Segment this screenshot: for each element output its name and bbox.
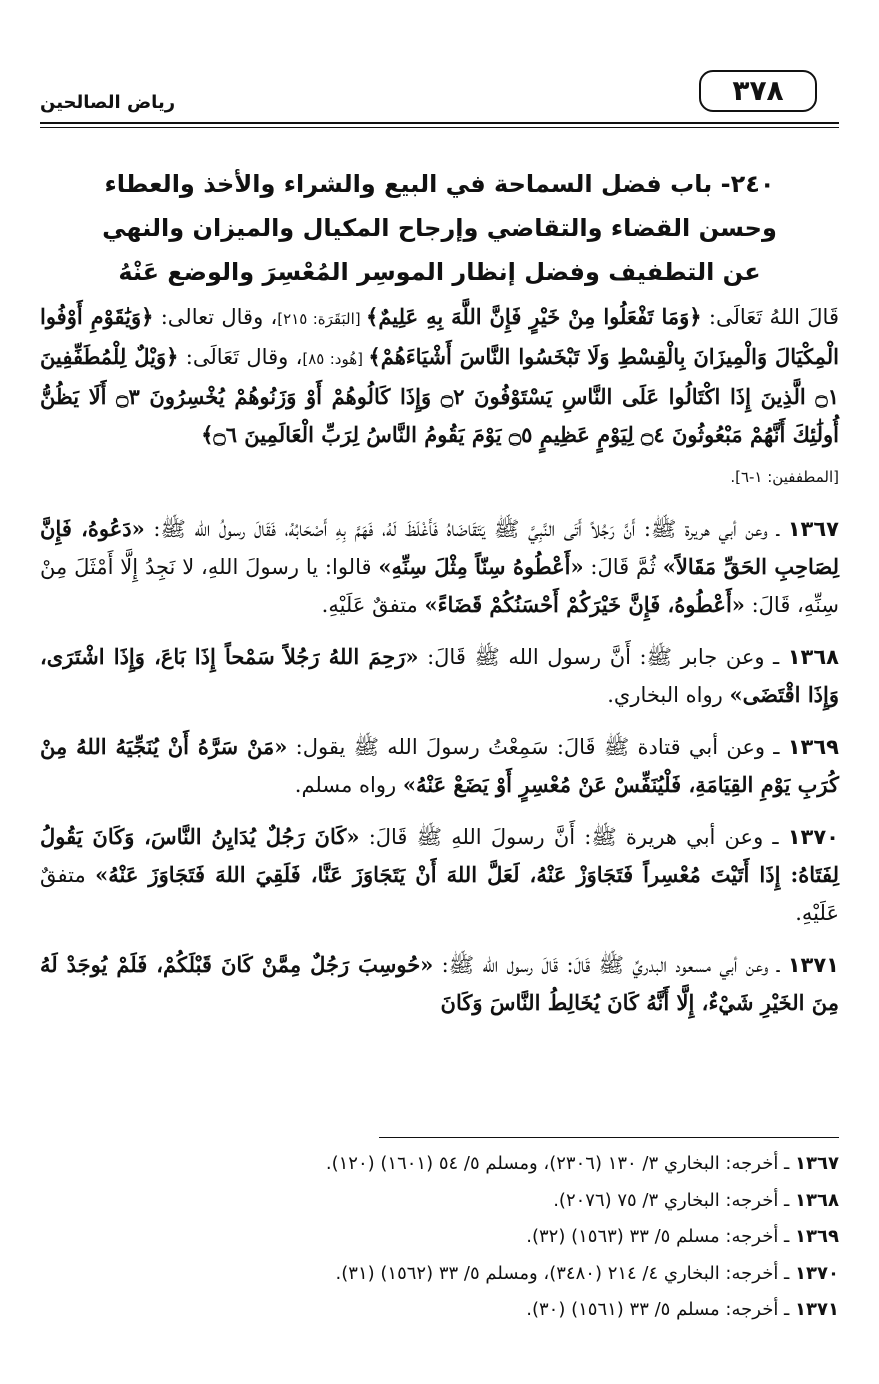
hadith-narration: ثُمَّ قَالَ: (583, 555, 663, 579)
hadith-paragraph (40, 818, 839, 932)
hadith-source: رواه مسلم. (294, 773, 403, 797)
hadith-narration: ـ وعن أبي هريرة ﷺ: أَنَّ رَجُلاً أَتَى النَّبِيَّ ﷺ يَتَقَاضَاهُ فَأَغْلَظَ لَهُ، فَهَمَّ بِهِ أَصْحَابُهُ، فَقَالَ رسولُ الله ﷺ: (144, 517, 788, 541)
footnote-text: ـ أخرجه: البخاري ٣/ ١٣٠ (٢٣٠٦)، ومسلم ٥/ ٥٤ (١٦٠١) (١٢٠). (325, 1153, 796, 1174)
quran-verse: ﴿وَيَٰقَوْمِ أَوْفُوا الْمِكْيَالَ وَالْمِيزَانَ بِالْقِسْطِ وَلَا تَبْخَسُوا النَّاسَ أَشْيَاءَهُمْ﴾ (40, 304, 840, 369)
prophet-speech: «أَعْطُوهُ سِنّاً مِثْلَ سِنِّهِ» (378, 554, 584, 579)
hadith-number: ١٣٧١ (787, 953, 839, 977)
intro-qala: ، وقال تَعَالَى: (178, 345, 303, 369)
header-rule (40, 122, 839, 124)
hadith-number: ١٣٦٨ (787, 645, 840, 669)
page-number: ٣٧٨ (732, 74, 784, 107)
footnote-number: ١٣٧١ (795, 1299, 839, 1320)
chapter-title-line: ٢٤٠- باب فضل السماحة في البيع والشراء والأخذ والعطاء (104, 170, 775, 198)
page-header (40, 58, 839, 128)
prophet-speech: «دَعُوهُ، فَإِنَّ لِصَاحِبِ الحَقِّ مَقَالاً» (40, 516, 840, 579)
prophet-speech: «رَحِمَ اللهُ رَجُلاً سَمْحاً إِذَا بَاعَ، وَإِذَا اشْتَرَى، وَإِذَا اقْتَضَى» (40, 644, 839, 707)
footnote (40, 1256, 839, 1293)
verse-reference: [هُود: ٨٥] (302, 350, 369, 368)
quran-verse: ﴿وَيْلٌ لِلْمُطَفِّفِينَ ۝١ الَّذِينَ إِذَا اكْتَالُوا عَلَى النَّاسِ يَسْتَوْفُونَ ۝٢ وَإِذَا كَالُوهُمْ أَوْ وَزَنُوهُمْ يُخْسِرُونَ ۝٣ أَلَا يَظُنُّ أُولَٰئِكَ أَنَّهُمْ مَبْعُوثُونَ ۝٤ لِيَوْمٍ عَظِيمٍ ۝٥ يَوْمَ يَقُومُ النَّاسُ لِرَبِّ الْعَالَمِينَ ۝٦﴾ (40, 344, 839, 447)
footnote-number: ١٣٧٠ (795, 1262, 839, 1284)
page-number-frame (699, 70, 817, 112)
hadith-number: ١٣٦٧ (787, 517, 839, 541)
footnote (40, 1219, 839, 1256)
running-title: رياض الصالحين (40, 92, 176, 113)
footnotes (40, 1146, 839, 1329)
hadith-paragraph (40, 638, 839, 714)
intro-paragraph (40, 298, 839, 454)
chapter-title-line: وحسن القضاء والتقاضي وإرجاح المكيال والميزان والنهي (102, 214, 777, 242)
header-rule-thin (40, 127, 839, 128)
footnote-number: ١٣٦٨ (795, 1189, 839, 1211)
hadith-number: ١٣٧٠ (787, 825, 840, 849)
chapter-title-line: عن التطفيف وفضل إنظار الموسِر المُعْسِرَ والوضع عَنْهُ (118, 258, 761, 286)
footnote-number: ١٣٦٩ (795, 1226, 839, 1247)
footnote-divider (379, 1137, 839, 1138)
footnote-text: ـ أخرجه: البخاري ٣/ ٧٥ (٢٠٧٦). (553, 1189, 796, 1211)
hadith-narration: ـ وعن أبي مسعود البدريِّ ﷺ قَالَ: قَالَ رسول الله ﷺ: (433, 953, 788, 977)
hadith-number: ١٣٦٩ (787, 735, 840, 759)
footnote (40, 1183, 839, 1220)
chapter-title (50, 162, 829, 294)
intro-qala: ، وقال تعالى: (153, 305, 278, 329)
hadith-source: رواه البخاري. (607, 683, 730, 707)
hadith-source: متفقٌ عَلَيْهِ. (321, 593, 425, 617)
footnote-text: ـ أخرجه: مسلم ٥/ ٣٣ (١٥٦٣) (٣٢). (526, 1226, 796, 1247)
hadith-narration: ـ وعن أبي قتادة ﷺ قَالَ: سَمِعْتُ رسولَ الله ﷺ يقول: (287, 735, 788, 759)
hadith-paragraph (40, 946, 839, 1022)
hadith-narration: ـ وعن جابر ﷺ: أَنَّ رسول الله ﷺ قَالَ: (418, 645, 788, 669)
hadith-source: متفقٌ عَلَيْهِ. (40, 863, 839, 925)
hadith-narration: قالوا: يا رسولَ اللهِ، لا نَجِدُ إِلَّا أَمْثَلَ مِنْ سِنِّهِ، قَالَ: (40, 555, 839, 617)
intro-qala: قَالَ اللهُ تَعَالَى: (701, 305, 839, 329)
hadith-paragraph (40, 510, 839, 624)
body-text (40, 298, 839, 1022)
footnote (40, 1292, 839, 1329)
prophet-speech: «مَنْ سَرَّهُ أَنْ يُنَجِّيَهُ اللهُ مِنْ كُرَبِ يَوْمِ القِيَامَةِ، فَلْيُنَفِّسْ عَنْ مُعْسِرٍ أَوْ يَضَعْ عَنْهُ» (40, 734, 839, 797)
prophet-speech: «أَعْطُوهُ، فَإِنَّ خَيْرَكُمْ أَحْسَنُكُمْ قَضَاءً» (424, 592, 745, 617)
footnote-text: ـ أخرجه: مسلم ٥/ ٣٣ (١٥٦١) (٣٠). (526, 1299, 796, 1320)
footnote-number: ١٣٦٧ (795, 1153, 839, 1174)
verse-reference: [البَقَرَة: ٢١٥] (277, 310, 367, 328)
prophet-speech: «حُوسِبَ رَجُلٌ مِمَّنْ كَانَ قَبْلَكُمْ، فَلَمْ يُوجَدْ لَهُ مِنَ الخَيْرِ شَيْءٌ، إِلَّا أَنَّهُ كَانَ يُخَالِطُ النَّاسَ وَكَانَ (40, 952, 839, 1015)
prophet-speech: «كَانَ رَجُلٌ يُدَايِنُ النَّاسَ، وَكَانَ يَقُولُ لِفَتَاهُ: إِذَا أَتَيْتَ مُعْسِراً فَتَجَاوَزْ عَنْهُ، لَعَلَّ اللهَ أَنْ يَتَجَاوَزَ عَنَّا، فَلَقِيَ اللهَ فَتَجَاوَزَ عَنْهُ» (40, 824, 839, 887)
footnote (40, 1146, 839, 1183)
hadith-narration: ـ وعن أبي هريرة ﷺ: أَنَّ رسولَ اللهِ ﷺ قَالَ: (359, 825, 788, 849)
quran-verse: ﴿وَمَا تَفْعَلُوا مِنْ خَيْرٍ فَإِنَّ اللَّهَ بِهِ عَلِيمٌ﴾ (366, 304, 702, 329)
footnote-text: ـ أخرجه: البخاري ٤/ ٢١٤ (٣٤٨٠)، ومسلم ٥/ ٣٣ (١٥٦٢) (٣١). (335, 1262, 796, 1284)
verse-reference: [المطففين: ١-٦]. (730, 468, 839, 486)
hadith-paragraph (40, 728, 839, 804)
